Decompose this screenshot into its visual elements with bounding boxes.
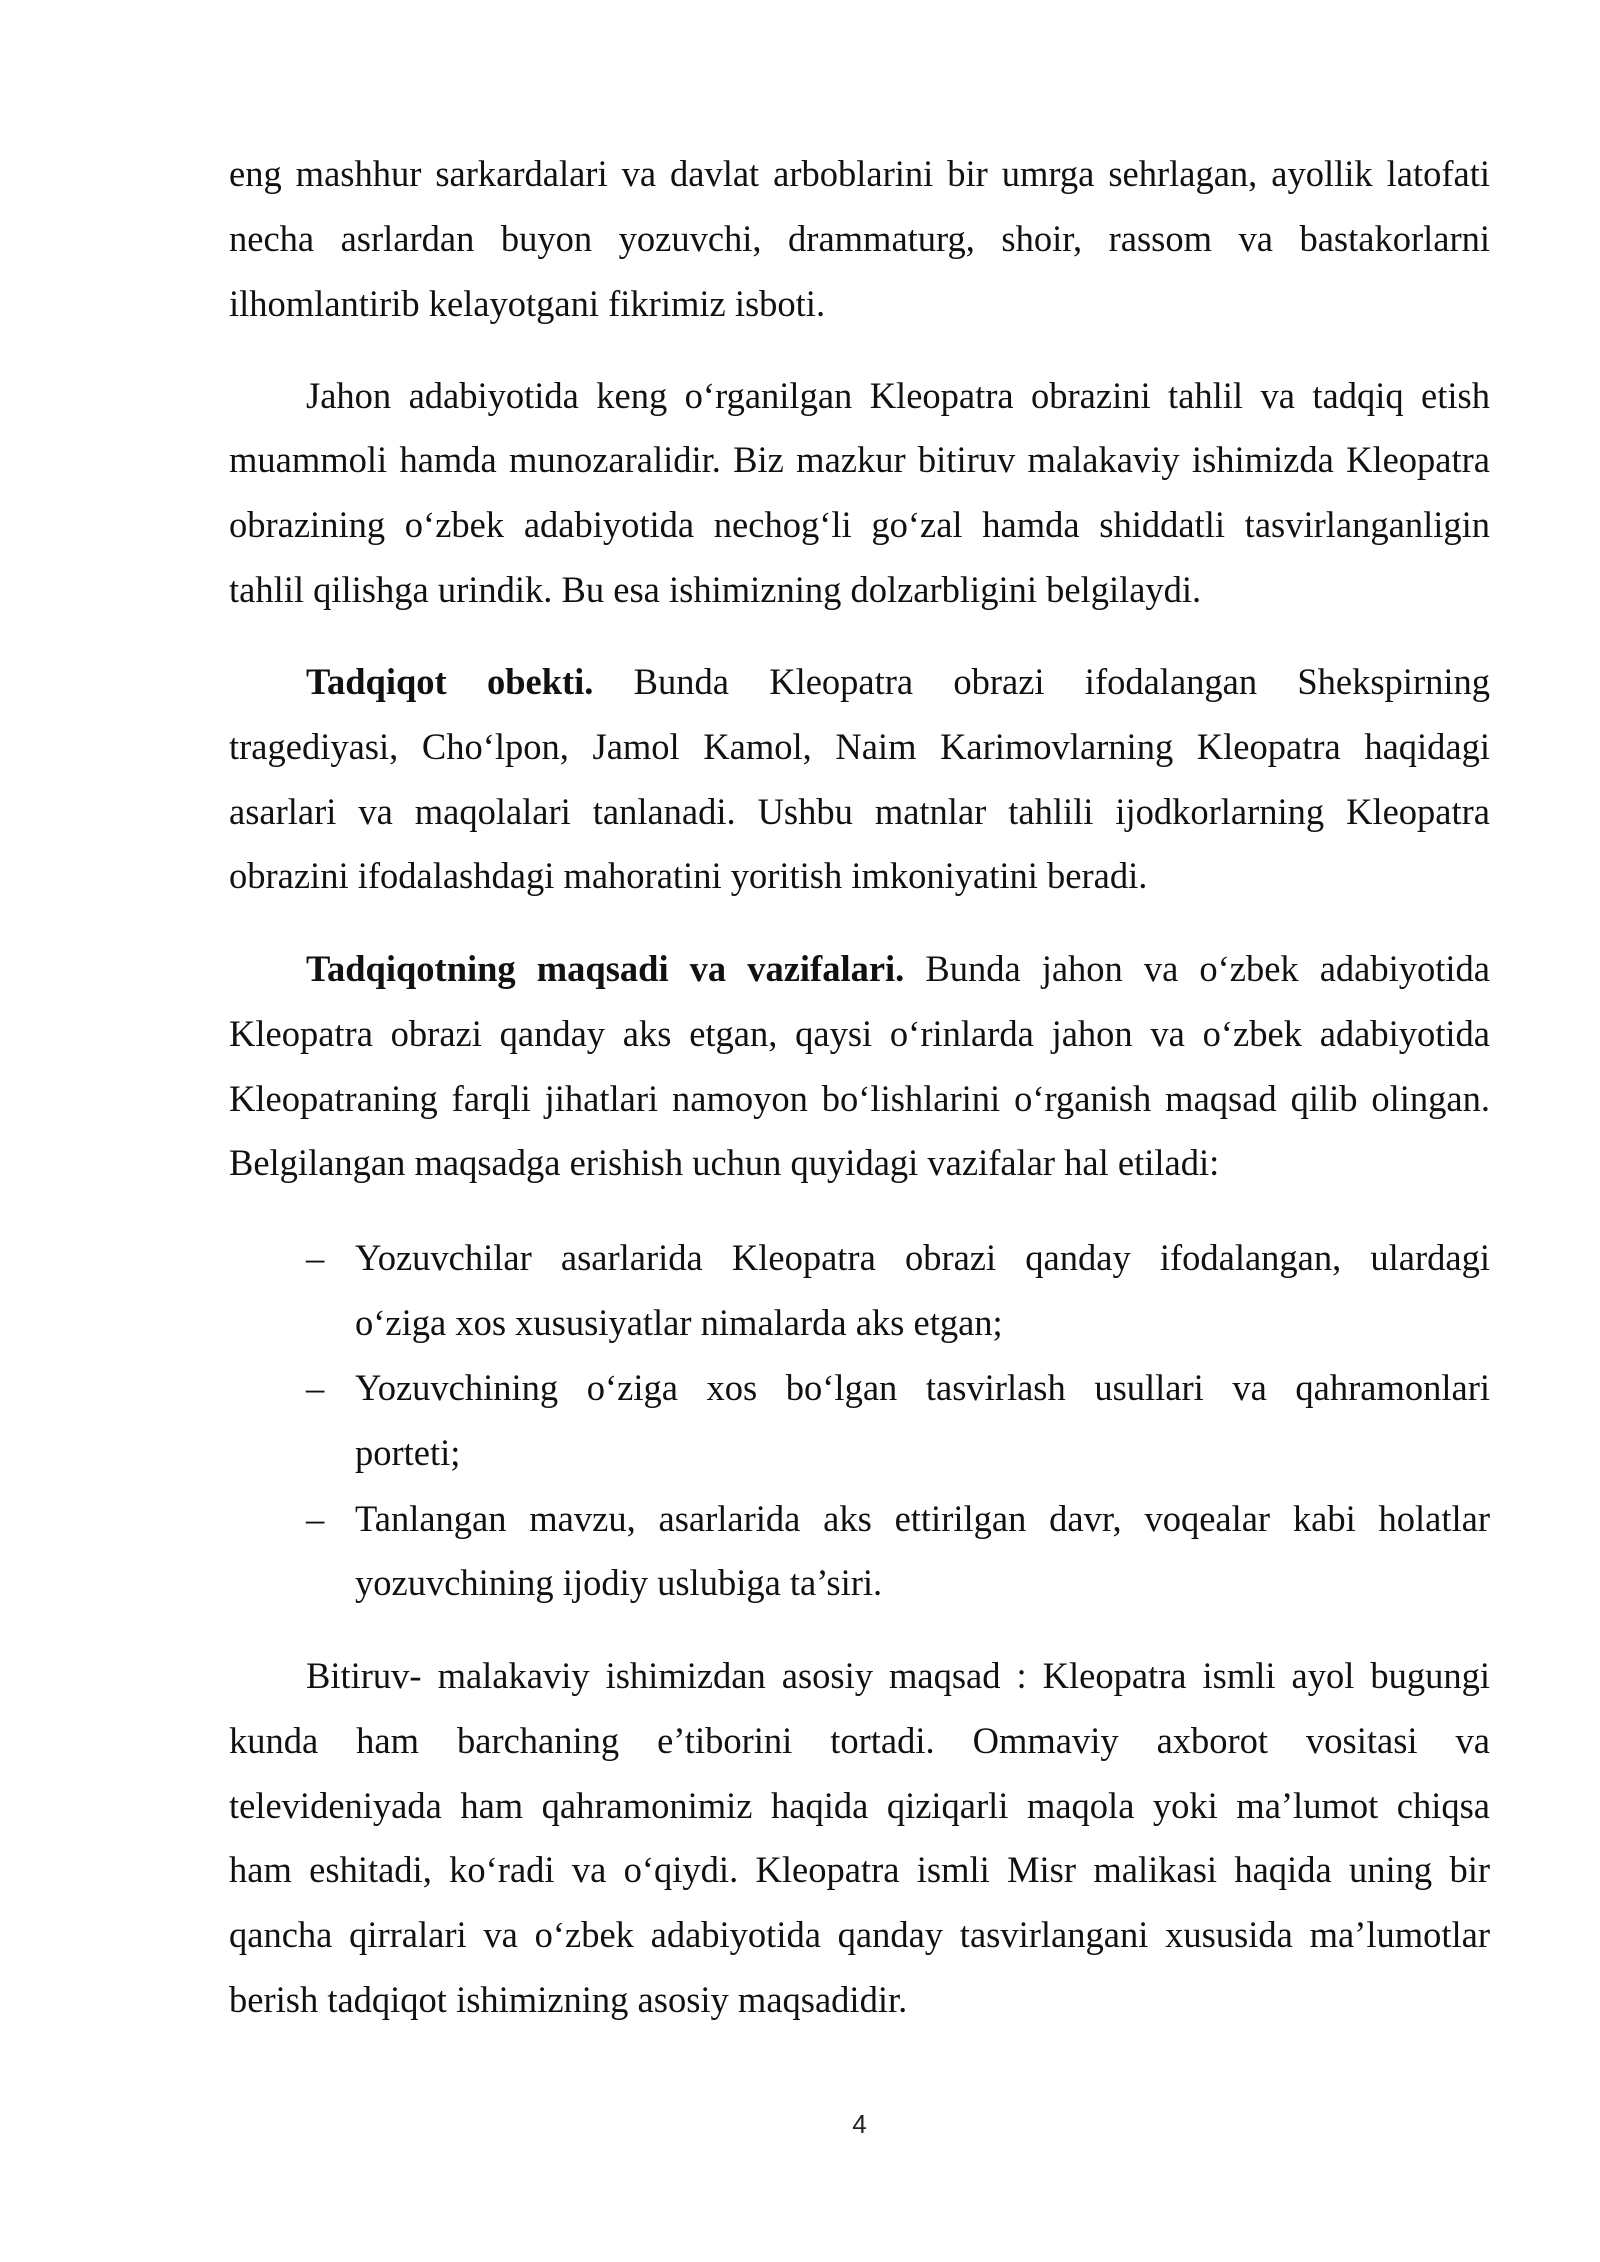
paragraph [229,142,1490,336]
list-item-line: porteti; [355,1431,461,1473]
list-item-line: Tanlangan mavzu, asarlarida aks ettirilgan davr, voqealar kabi holatlar [355,1497,1490,1539]
list-item-line: Yozuvchining o‘ziga xos bo‘lgan tasvirlash usullari va qahramonlari [355,1367,1490,1408]
paragraph-research-goals [229,937,1490,1196]
bold-lead-heading: Tadqiqot obekti. [306,661,594,702]
paragraph-line: tragediyasi, Cho‘lpon, Jamol Kamol, Naim Karimovlarning Kleopatra haqidagi [229,725,1490,767]
paragraph-line: asarlari va maqolalari tanlanadi. Ushbu matnlar tahlili ijodkorlarning Kleopatra [229,790,1490,832]
paragraph-line: ham eshitadi, ko‘radi va o‘qiydi. Kleopatra ismli Misr malikasi haqida uning bir [229,1849,1490,1891]
line-text: Bunda Kleopatra obrazi ifodalangan Shekspirning [633,661,1490,702]
list-dash-marker: – [306,1367,325,1408]
paragraph-line: muammoli hamda munozaralidir. Biz mazkur bitiruv malakaviy ishimizda Kleopatra [229,439,1490,481]
paragraph-line: obrazini ifodalashdagi mahoratini yoritish imkoniyatini beradi. [229,855,1148,897]
paragraph-research-object [229,650,1490,909]
list-item-line: yozuvchining ijodiy uslubiga ta’siri. [355,1562,883,1604]
list-item [229,1226,1490,1356]
list-item-line: o‘ziga xos xususiyatlar nimalarda aks etgan; [355,1301,1003,1343]
paragraph-line: eng mashhur sarkardalari va davlat arboblarini bir umrga sehrlagan, ayollik latofati [229,153,1490,194]
paragraph-line: obrazining o‘zbek adabiyotida nechog‘li go‘zal hamda shiddatli tasvirlanganligin [229,504,1490,546]
line-text: Bunda jahon va o‘zbek adabiyotida [925,948,1490,989]
paragraph-line: Jahon adabiyotida keng o‘rganilgan Kleopatra obrazini tahlil va tadqiq etish [306,374,1490,416]
paragraph-line: Belgilangan maqsadga erishish uchun quyidagi vazifalar hal etiladi: [229,1142,1220,1184]
paragraph-line [229,937,1490,1002]
list-item-line: Yozuvchilar asarlarida Kleopatra obrazi qanday ifodalangan, ulardagi [355,1237,1490,1278]
paragraph [229,364,1490,623]
list-dash-marker: – [306,1237,325,1278]
paragraph-line: Kleopatra obrazi qanday aks etgan, qaysi o‘rinlarda jahon va o‘zbek adabiyotida [229,1012,1490,1054]
paragraph-line [229,650,1490,715]
paragraph-line: tahlil qilishga urindik. Bu esa ishimizning dolzarbligini belgilaydi. [229,568,1202,610]
paragraph-line: kunda ham barchaning e’tiborini tortadi. Ommaviy axborot vositasi va [229,1719,1490,1761]
paragraph-line: Bitiruv- malakaviy ishimizdan asosiy maqsad : Kleopatra ismli ayol bugungi [306,1655,1490,1696]
paragraph-line: Kleopatraning farqli jihatlari namoyon bo‘lishlarini o‘rganish maqsad qilib olingan. [229,1077,1490,1119]
list-item [229,1487,1490,1617]
list-dash-marker: – [306,1497,325,1539]
bold-lead-heading: Tadqiqotning maqsadi va vazifalari. [306,948,905,989]
paragraph-line: ilhomlantirib kelayotgani fikrimiz isboti. [229,282,826,324]
paragraph-line: berish tadqiqot ishimizning asosiy maqsadidir. [229,1978,908,2020]
paragraph-line: televideniyada ham qahramonimiz haqida qiziqarli maqola yoki ma’lumot chiqsa [229,1784,1490,1826]
paragraph-main-goal [229,1644,1490,2033]
paragraph-line: qancha qirralari va o‘zbek adabiyotida qanday tasvirlangani xususida ma’lumotlar [229,1914,1490,1956]
page-number: 4 [852,2109,867,2139]
list-item [229,1356,1490,1486]
paragraph-line: necha asrlardan buyon yozuvchi, drammaturg, shoir, rassom va bastakorlarni [229,217,1490,259]
